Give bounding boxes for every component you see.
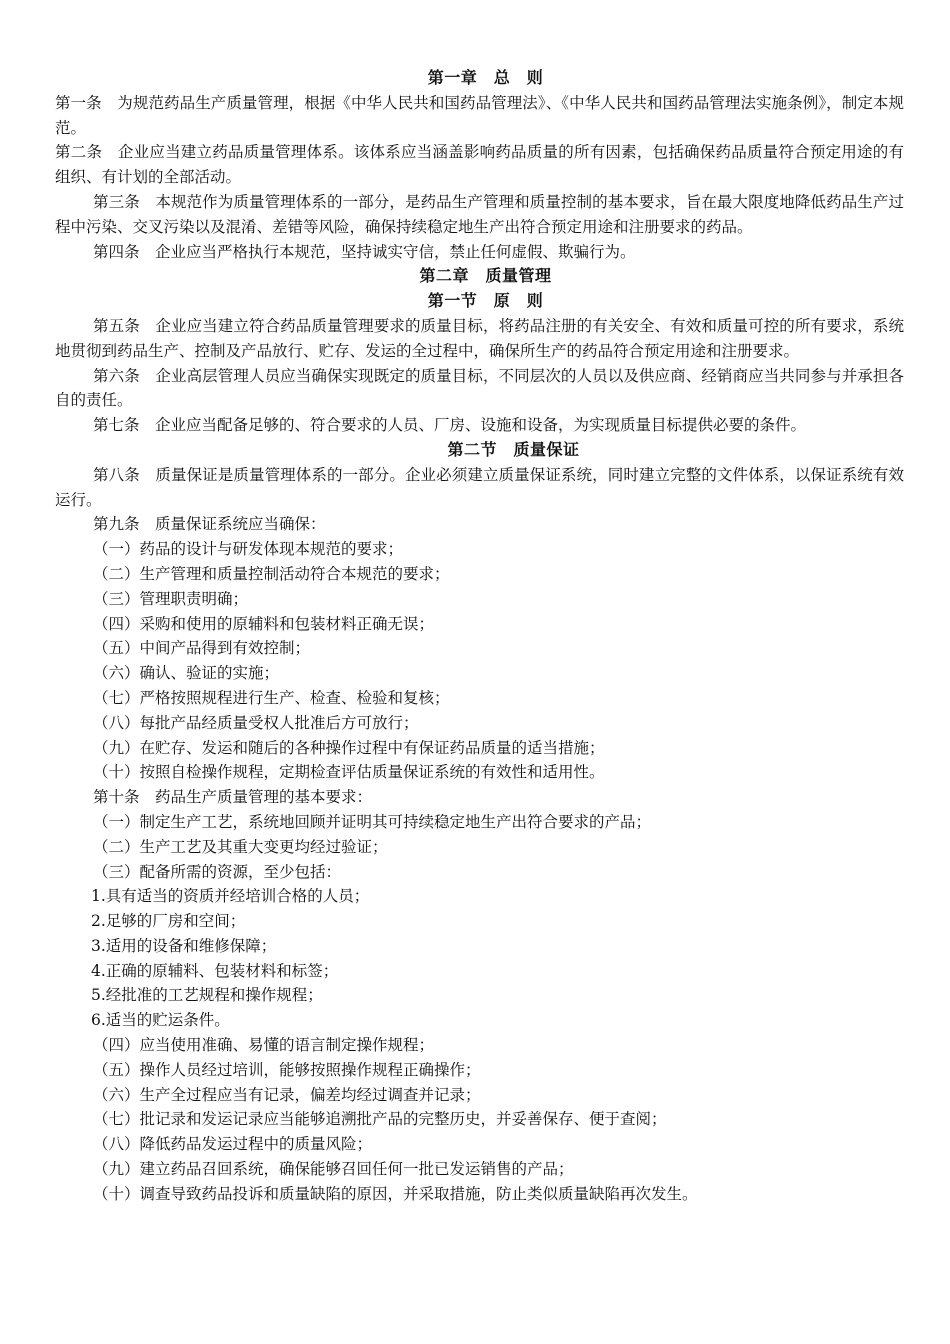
chapter-2-title: 第二章 质量管理 (419, 266, 552, 286)
article-10-item: （六）生产全过程应当有记录，偏差均经过调查并记录； (93, 1085, 481, 1104)
article-10-item: （一）制定生产工艺，系统地回顾并证明其可持续稳定地生产出符合要求的产品； (93, 812, 652, 831)
chapter-1-title: 第一章 总 则 (427, 68, 544, 87)
article-8: 第八条 质量保证是质量管理体系的一部分。企业必须建立质量保证系统，同时建立完整的文件体系，以保证系统有效运行。 (55, 465, 904, 509)
article-9-item: （一）药品的设计与研发体现本规范的要求； (93, 540, 404, 559)
article-10-sub-item: 3.适用的设备和维修保障； (91, 936, 277, 955)
article-6: 第六条 企业高层管理人员应当确保实现既定的质量目标，不同层次的人员以及供应商、经销商应当共同参与并承担各自的责任。 (55, 366, 904, 410)
article-9-item: （十）按照自检操作规程，定期检查评估质量保证系统的有效性和适用性。 (93, 763, 605, 782)
section-1-title: 第一节 原 则 (427, 291, 544, 311)
article-9-item: （二）生产管理和质量控制活动符合本规范的要求； (93, 564, 450, 583)
article-2: 第二条 企业应当建立药品质量管理体系。该体系应当涵盖影响药品质量的所有因素，包括确保药品质量符合预定用途的有组织、有计划的全部活动。 (55, 143, 904, 187)
article-4: 第四条 企业应当严格执行本规范，坚持诚实守信，禁止任何虚假、欺骗行为。 (93, 242, 636, 261)
article-10-item: （九）建立药品召回系统，确保能够召回任何一批已发运销售的产品； (93, 1160, 574, 1179)
article-5: 第五条 企业应当建立符合药品质量管理要求的质量目标，将药品注册的有关安全、有效和质量可控的所有要求，系统地贯彻到药品生产、控制及产品放行、贮存、发运的全过程中，确保所生产的药品符合预定用途和注册要求。 (55, 316, 904, 360)
article-10-intro: 第十条 药品生产质量管理的基本要求： (93, 788, 373, 807)
article-7: 第七条 企业应当配备足够的、符合要求的人员、厂房、设施和设备，为实现质量目标提供必要的条件。 (93, 416, 807, 435)
article-9-item: （九）在贮存、发运和随后的各种操作过程中有保证药品质量的适当措施； (93, 738, 605, 757)
article-10-item: （十）调查导致药品投诉和质量缺陷的原因，并采取措施，防止类似质量缺陷再次发生。 (93, 1184, 698, 1203)
article-10-item: （三）配备所需的资源，至少包括： (93, 862, 342, 881)
article-10-item: （四）应当使用准确、易懂的语言制定操作规程； (93, 1036, 435, 1055)
article-9-item: （七）严格按照规程进行生产、检查、检验和复核； (93, 688, 450, 707)
article-10-sub-item: 4.正确的原辅料、包装材料和标签； (91, 961, 339, 980)
article-10-sub-item: 1.具有适当的资质并经培训合格的人员； (91, 887, 370, 906)
section-2-title: 第二节 质量保证 (447, 439, 580, 459)
article-9-item: （六）确认、验证的实施； (93, 664, 280, 683)
article-10-item: （七）批记录和发运记录应当能够追溯批产品的完整历史，并妥善保存、便于查阅； (93, 1110, 667, 1129)
article-9-item: （五）中间产品得到有效控制； (93, 639, 311, 658)
article-10-sub-item: 6.适当的贮运条件。 (91, 1011, 230, 1030)
article-10-item: （二）生产工艺及其重大变更均经过验证； (93, 837, 388, 856)
article-1: 第一条 为规范药品生产质量管理，根据《中华人民共和国药品管理法》、《中华人民共和国药品管理法实施条例》，制定本规范。 (55, 93, 904, 137)
article-10-sub-item: 5.经批准的工艺规程和操作规程； (91, 986, 323, 1005)
article-9-item: （三）管理职责明确； (93, 589, 249, 608)
article-9-item: （四）采购和使用的原辅料和包装材料正确无误； (93, 614, 435, 633)
article-9-intro: 第九条 质量保证系统应当确保： (93, 515, 326, 534)
article-10-sub-item: 2.足够的厂房和空间； (91, 912, 246, 931)
article-10-item: （五）操作人员经过培训，能够按照操作规程正确操作； (93, 1060, 481, 1079)
article-9-item: （八）每批产品经质量受权人批准后方可放行； (93, 713, 419, 732)
article-10-item: （八）降低药品发运过程中的质量风险； (93, 1135, 373, 1154)
article-3: 第三条 本规范作为质量管理体系的一部分，是药品生产管理和质量控制的基本要求，旨在最大限度地降低药品生产过程中污染、交叉污染以及混淆、差错等风险，确保持续稳定地生产出符合预定用途和注册要求的药品。 (55, 192, 904, 236)
